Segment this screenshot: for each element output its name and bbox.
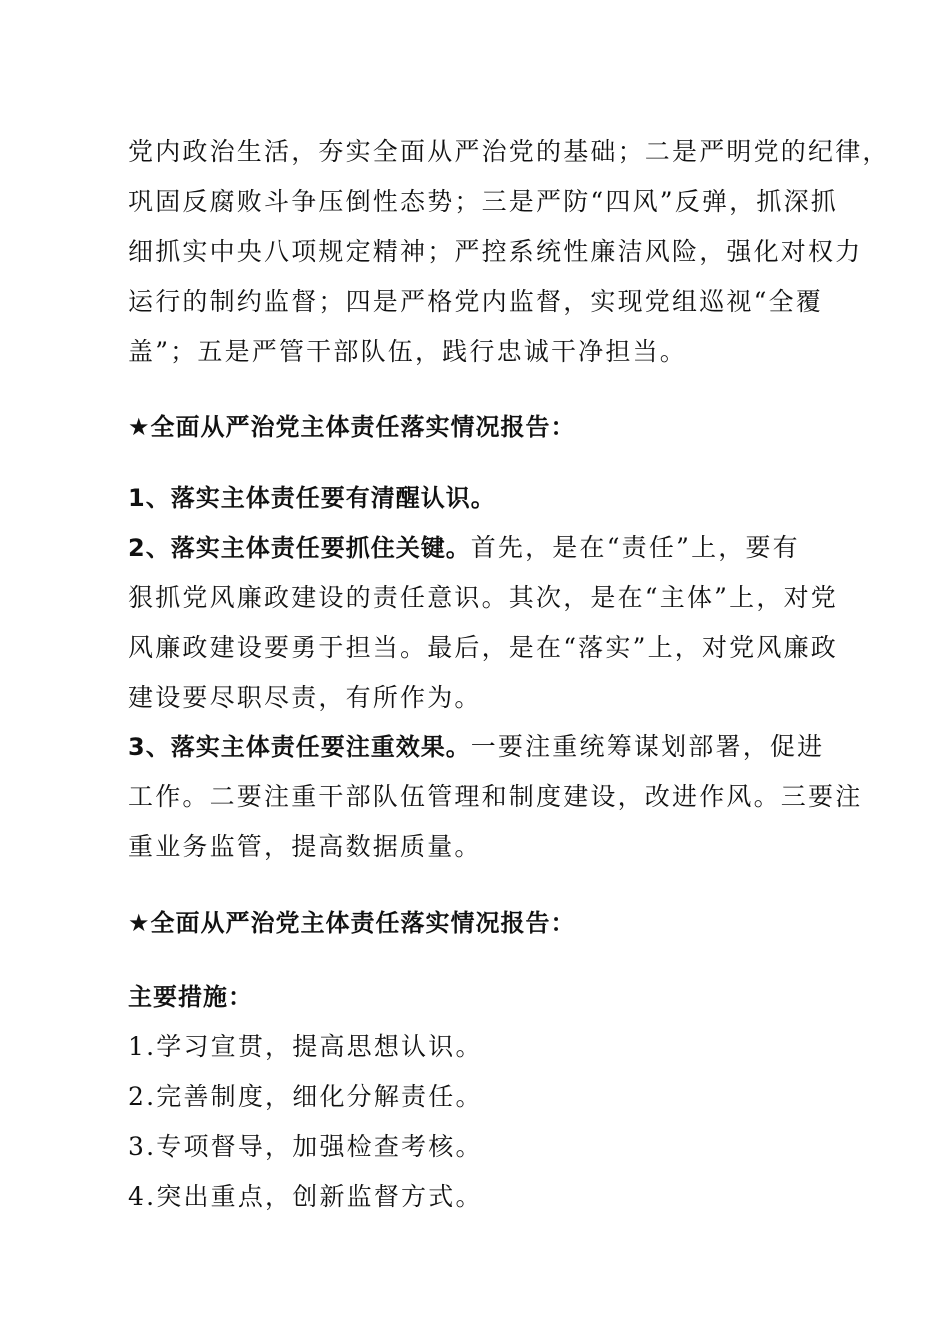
item-text: 工作。二要注重干部队伍管理和制度建设，改进作风。三要注 xyxy=(128,782,863,811)
measure-item: 4.突出重点，创新监督方式。 xyxy=(128,1182,483,1211)
intro-line: 党内政治生活，夯实全面从严治党的基础；二是严明党的纪律， xyxy=(128,137,890,166)
item-text: 重业务监管，提高数据质量。 xyxy=(128,832,482,861)
measures-list xyxy=(128,972,833,1222)
section-heading: ★全面从严治党主体责任落实情况报告： xyxy=(128,413,576,441)
measure-item: 3.专项督导，加强检查考核。 xyxy=(128,1132,483,1161)
intro-line: 细抓实中央八项规定精神；严控系统性廉洁风险，强化对权力 xyxy=(128,237,863,266)
responsibility-item-3 xyxy=(128,722,863,872)
responsibility-item-2 xyxy=(128,523,838,723)
intro-paragraph xyxy=(128,127,890,377)
item-text: 风廉政建设要勇于担当。最后，是在“落实”上，对党风廉政 xyxy=(128,633,838,662)
measures-subheading: 主要措施： xyxy=(128,983,253,1011)
item-text: 狠抓党风廉政建设的责任意识。其次，是在“主体”上，对党 xyxy=(128,583,838,612)
measure-item: 1.学习宣贯，提高思想认识。 xyxy=(128,1032,483,1061)
item-text: 一要注重统筹谋划部署，促进 xyxy=(470,732,825,761)
item-lead: 3、落实主体责任要注重效果。 xyxy=(128,733,471,761)
item-text: 建设要尽职尽责，有所作为。 xyxy=(128,683,482,712)
intro-line: 运行的制约监督；四是严格党内监督，实现党组巡视“全覆 xyxy=(128,287,823,316)
intro-line: 巩固反腐败斗争压倒性态势；三是严防“四风”反弹，抓深抓 xyxy=(128,187,838,216)
item-lead: 2、落实主体责任要抓住关键。 xyxy=(128,534,471,562)
item-text: 首先，是在“责任”上，要有 xyxy=(470,533,800,562)
item-lead: 1、落实主体责任要有清醒认识。 xyxy=(128,484,496,512)
responsibility-item-1 xyxy=(128,473,833,523)
intro-line: 盖”；五是严管干部队伍，践行忠诚干净担当。 xyxy=(128,337,687,366)
section-heading: ★全面从严治党主体责任落实情况报告： xyxy=(128,909,576,937)
measure-item: 2.完善制度，细化分解责任。 xyxy=(128,1082,483,1111)
